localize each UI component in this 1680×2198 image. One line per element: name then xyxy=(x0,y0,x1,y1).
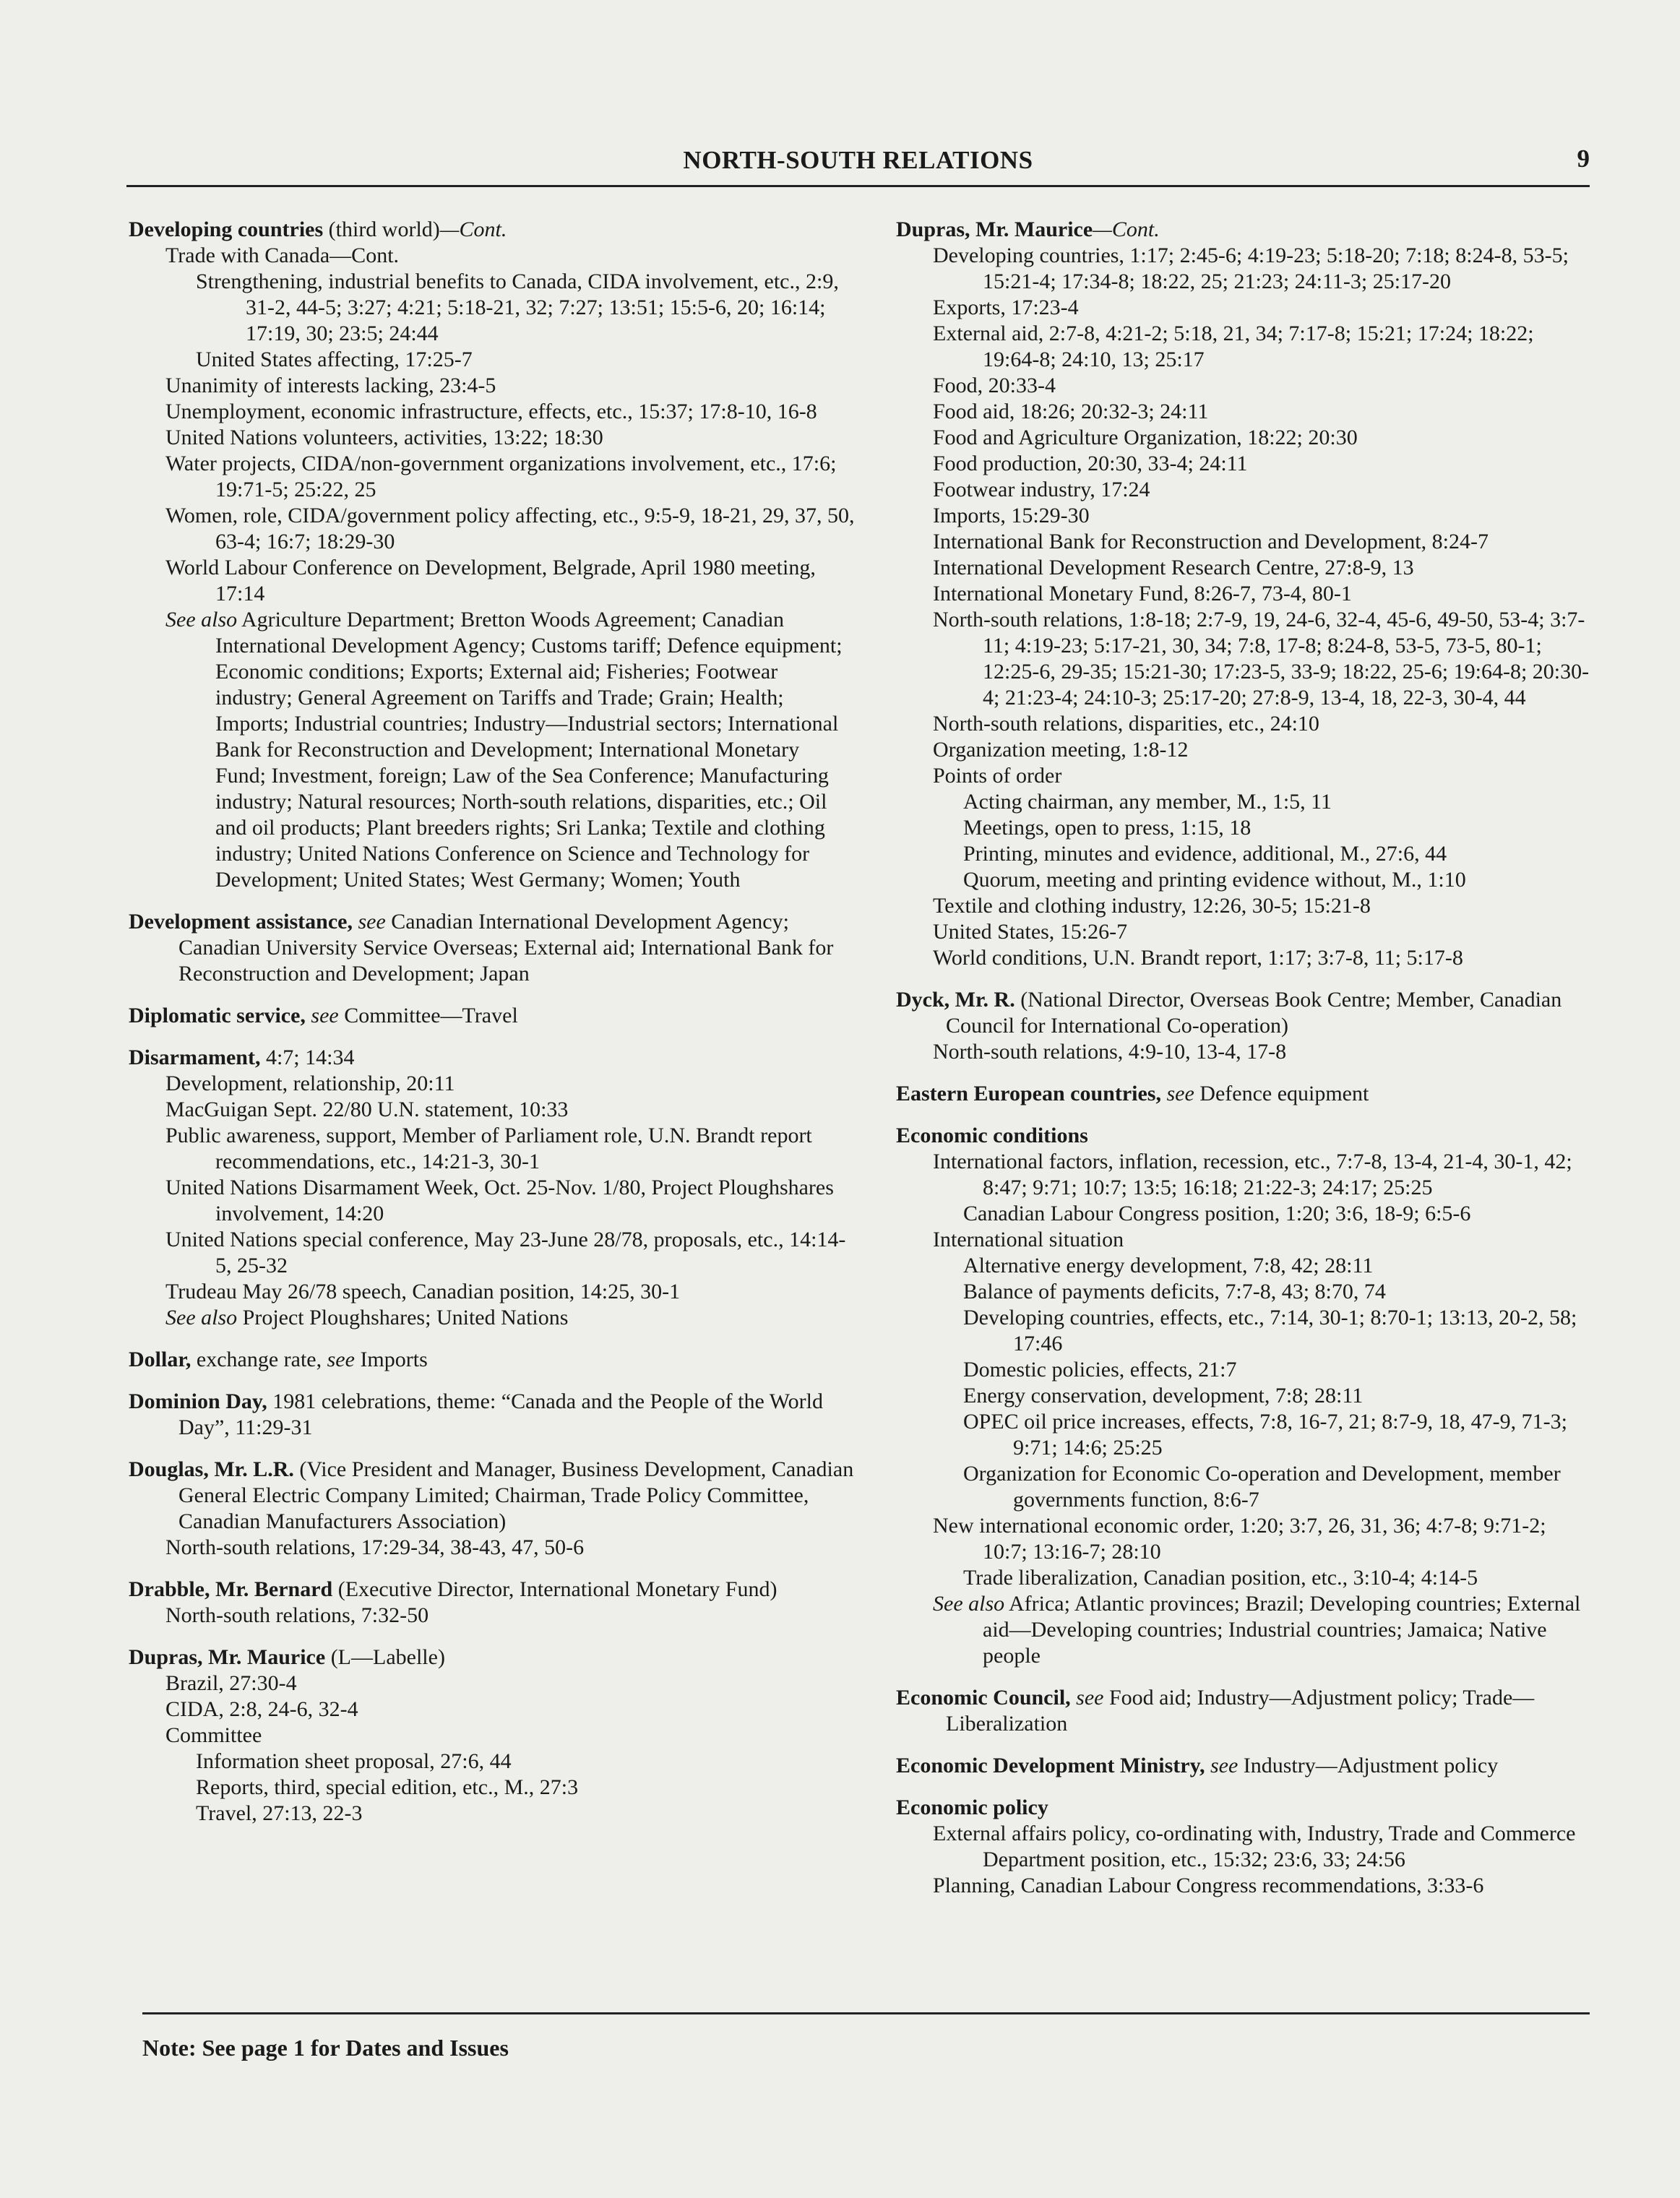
see-also-label: See also xyxy=(165,608,238,632)
sub-entry xyxy=(896,555,1590,581)
sub-sub-entry xyxy=(896,1279,1590,1305)
entry-heading: Dyck, Mr. R. xyxy=(896,988,1015,1012)
entry-heading-detail: exchange rate, xyxy=(191,1348,322,1371)
sub-entry xyxy=(896,945,1590,971)
entry-heading-detail: (Executive Director, International Monetary Fund) xyxy=(332,1577,777,1601)
entry-text: International Monetary Fund, 8:26-7, 73-4, 80-1 xyxy=(933,582,1352,605)
sub-entry xyxy=(129,1697,855,1723)
sub-entry xyxy=(896,529,1590,555)
entry-heading-line xyxy=(129,1347,855,1373)
entry-text: Exports, 17:23-4 xyxy=(933,296,1079,319)
entry-heading-line xyxy=(129,217,855,243)
entry-text: Quorum, meeting and printing evidence without, M., 1:10 xyxy=(963,868,1466,892)
sub-entry xyxy=(896,1149,1590,1201)
sub-entry xyxy=(129,425,855,451)
entry-text: Trade with Canada—Cont. xyxy=(165,243,400,267)
page-footer xyxy=(142,2012,1590,2061)
entry-text: Developing countries, effects, etc., 7:14, 30-1; 8:70-1; 13:13, 20-2, 58; 17:46 xyxy=(963,1306,1577,1356)
see-also-label: See also xyxy=(165,1306,238,1329)
index-entry xyxy=(896,1685,1590,1737)
entry-heading-line xyxy=(129,1045,855,1071)
entry-text: Project Ploughshares; United Nations xyxy=(237,1306,569,1329)
entry-text: CIDA, 2:8, 24-6, 32-4 xyxy=(165,1697,358,1721)
entry-text: North-south relations, 7:32-50 xyxy=(165,1603,429,1627)
index-entry xyxy=(896,987,1590,1065)
sub-entry xyxy=(129,1071,855,1097)
entry-text: North-south relations, 4:9-10, 13-4, 17-8 xyxy=(933,1040,1287,1064)
index-entry xyxy=(129,1645,855,1827)
entry-text: External affairs policy, co-ordinating with, Industry, Trade and Commerce Department position, etc., 15:32; 23:6, 33; 24:56 xyxy=(933,1822,1576,1871)
entry-heading: Douglas, Mr. L.R. xyxy=(129,1457,294,1481)
entry-text: Women, role, CIDA/government policy affecting, etc., 9:5-9, 18-21, 29, 37, 50, 63-4; 16:7; 18:29-30 xyxy=(165,504,855,553)
sub-entry xyxy=(896,919,1590,945)
sub-sub-entry xyxy=(129,1775,855,1801)
continued-marker: —Cont. xyxy=(1093,217,1160,241)
entry-text: North-south relations, 1:8-18; 2:7-9, 19, 24-6, 32-4, 45-6, 49-50, 53-4; 3:7-11; 4:19-23; 5:17-21, 30, 34; 7:8, 17-8; 8:24-8, 53-5, 73-5, 80-1; 12:25-6, 29-35; 15:21-30; 17:23-5, 33-9; 18:22, 25-6; 19:64-8; 20:30-4; 21:23-4; 24:10-3; 25:17-20; 27:8-9, 13-4, 18, 22-3, 30-4, 44 xyxy=(933,608,1590,710)
entry-text: Reports, third, special edition, etc., M., 27:3 xyxy=(196,1775,579,1799)
entry-heading-line xyxy=(896,1081,1590,1107)
sub-sub-entry xyxy=(129,1749,855,1775)
sub-entry xyxy=(896,321,1590,373)
sub-entry xyxy=(129,1535,855,1561)
entry-text: International Bank for Reconstruction and Development, 8:24-7 xyxy=(933,530,1489,553)
entry-heading-detail: Industry—Adjustment policy xyxy=(1238,1754,1499,1777)
sub-sub-entry xyxy=(896,867,1590,893)
sub-sub-entry xyxy=(896,1305,1590,1357)
sub-entry xyxy=(129,1123,855,1175)
sub-sub-entry xyxy=(129,1801,855,1827)
sub-entry xyxy=(896,373,1590,399)
page-title: NORTH-SOUTH RELATIONS xyxy=(683,146,1033,174)
entry-heading-detail: (third world) xyxy=(323,217,440,241)
left-column xyxy=(129,217,855,1843)
entry-heading-line xyxy=(129,1389,855,1441)
sub-sub-entry xyxy=(896,1461,1590,1513)
entry-heading-line xyxy=(896,1685,1590,1737)
sub-entry xyxy=(896,243,1590,295)
sub-entry xyxy=(896,763,1590,789)
entry-heading: Dollar, xyxy=(129,1348,191,1371)
entry-heading-detail: Food aid; Industry—Adjustment policy; Trade—Liberalization xyxy=(946,1686,1535,1736)
right-column xyxy=(896,217,1590,1915)
see-reference: see xyxy=(352,910,386,934)
entry-heading: Dominion Day, xyxy=(129,1389,267,1413)
sub-entry xyxy=(896,1591,1590,1669)
entry-text: Energy conservation, development, 7:8; 28:11 xyxy=(963,1384,1364,1408)
entry-text: Committee xyxy=(165,1723,262,1747)
see-reference: see xyxy=(1205,1754,1239,1777)
sub-entry xyxy=(129,451,855,503)
sub-entry xyxy=(896,1227,1590,1253)
entry-text: MacGuigan Sept. 22/80 U.N. statement, 10:33 xyxy=(165,1098,569,1121)
entry-text: Information sheet proposal, 27:6, 44 xyxy=(196,1749,512,1773)
sub-sub-entry xyxy=(129,347,855,373)
entry-heading-detail: Imports xyxy=(354,1348,428,1371)
index-entry xyxy=(129,217,855,893)
entry-text: Strengthening, industrial benefits to Canada, CIDA involvement, etc., 2:9, 31-2, 44-5; 3:27; 4:21; 5:18-21, 32; 7:27; 13:51; 15:5-6, 20; 16:14; 17:19, 30; 23:5; 24:44 xyxy=(196,270,839,345)
sub-entry xyxy=(129,399,855,425)
sub-entry xyxy=(129,607,855,893)
entry-text: Textile and clothing industry, 12:26, 30-5; 15:21-8 xyxy=(933,894,1371,918)
entry-heading-detail: (L—Labelle) xyxy=(325,1645,445,1669)
sub-entry xyxy=(896,451,1590,477)
entry-text: Agriculture Department; Bretton Woods Agreement; Canadian International Development Agency; Customs tariff; Defence equipment; Economic conditions; Exports; External aid; Fisheries; Footwear industry; General Agreement on Tariffs and Trade; Grain; Health; Imports; Industrial countries; Industry—Industrial sectors; International Bank for Reconstruction and Development; International Monetary Fund; Investment, foreign; Law of the Sea Conference; Manufacturing industry; Natural resources; North-south relations, disparities, etc.; Oil and oil products; Plant breeders rights; Sri Lanka; Textile and clothing industry; United Nations Conference on Science and Technology for Development; United States; West Germany; Women; Youth xyxy=(215,608,843,892)
entry-text: United Nations special conference, May 23-June 28/78, proposals, etc., 14:14-5, 25-32 xyxy=(165,1228,846,1277)
sub-entry xyxy=(129,1279,855,1305)
entry-text: Food production, 20:30, 33-4; 24:11 xyxy=(933,452,1248,475)
sub-entry xyxy=(896,295,1590,321)
sub-sub-entry xyxy=(896,841,1590,867)
entry-text: Organization meeting, 1:8-12 xyxy=(933,738,1189,762)
entry-text: Developing countries, 1:17; 2:45-6; 4:19-23; 5:18-20; 7:18; 8:24-8, 53-5; 15:21-4; 17:34-8; 18:22, 25; 21:23; 24:11-3; 25:17-20 xyxy=(933,243,1569,293)
entry-text: Development, relationship, 20:11 xyxy=(165,1072,455,1095)
see-also-label: See also xyxy=(933,1592,1005,1616)
sub-entry xyxy=(896,1039,1590,1065)
entry-heading: Disarmament, xyxy=(129,1046,261,1069)
sub-entry xyxy=(129,555,855,607)
sub-sub-entry xyxy=(896,815,1590,841)
sub-entry xyxy=(129,243,855,269)
index-entry xyxy=(129,1389,855,1441)
sub-entry xyxy=(129,1097,855,1123)
see-reference: see xyxy=(305,1004,339,1027)
entry-text: International Development Research Centre, 27:8-9, 13 xyxy=(933,556,1414,579)
sub-sub-entry xyxy=(896,1253,1590,1279)
sub-sub-entry xyxy=(129,269,855,347)
sub-entry xyxy=(896,607,1590,711)
sub-entry xyxy=(896,737,1590,763)
entry-heading-detail: Defence equipment xyxy=(1194,1082,1369,1106)
see-reference: see xyxy=(322,1348,355,1371)
sub-entry xyxy=(129,1723,855,1749)
sub-entry xyxy=(896,1873,1590,1899)
index-entry xyxy=(896,1081,1590,1107)
entry-heading-detail: (National Director, Overseas Book Centre; Member, Canadian Council for International Co-operation) xyxy=(946,988,1562,1038)
sub-entry xyxy=(129,1227,855,1279)
entry-heading-line xyxy=(896,1753,1590,1779)
entry-heading-line xyxy=(896,217,1590,243)
entry-heading-line xyxy=(129,1457,855,1535)
entry-heading: Drabble, Mr. Bernard xyxy=(129,1577,333,1601)
entry-heading-line xyxy=(129,909,855,987)
entry-heading-line xyxy=(896,1795,1590,1821)
sub-entry xyxy=(896,1821,1590,1873)
entry-heading: Diplomatic service, xyxy=(129,1004,306,1027)
entry-text: Organization for Economic Co-operation and Development, member governments function, 8:6-7 xyxy=(963,1462,1561,1512)
index-entry xyxy=(129,1577,855,1629)
sub-entry xyxy=(896,477,1590,503)
index-entry xyxy=(896,1795,1590,1899)
entry-heading: Dupras, Mr. Maurice xyxy=(129,1645,326,1669)
sub-entry xyxy=(896,503,1590,529)
entry-text: Brazil, 27:30-4 xyxy=(165,1671,297,1695)
entry-text: Public awareness, support, Member of Parliament role, U.N. Brandt report recommendations, etc., 14:21-3, 30-1 xyxy=(165,1124,812,1173)
sub-sub-entry xyxy=(896,1357,1590,1383)
entry-text: Food and Agriculture Organization, 18:22; 20:30 xyxy=(933,426,1358,449)
entry-heading: Eastern European countries, xyxy=(896,1082,1161,1106)
entry-heading-line xyxy=(896,1123,1590,1149)
entry-heading-line xyxy=(129,1577,855,1603)
page-number: 9 xyxy=(1577,145,1590,173)
entry-text: Domestic policies, effects, 21:7 xyxy=(963,1358,1237,1382)
entry-text: North-south relations, disparities, etc., 24:10 xyxy=(933,712,1319,736)
sub-entry xyxy=(896,711,1590,737)
index-entry xyxy=(129,909,855,987)
index-entry xyxy=(896,1123,1590,1669)
entry-text: World conditions, U.N. Brandt report, 1:17; 3:7-8, 11; 5:17-8 xyxy=(933,946,1463,970)
entry-text: Africa; Atlantic provinces; Brazil; Developing countries; External aid—Developing countries; Industrial countries; Jamaica; Native people xyxy=(983,1592,1581,1668)
entry-text: Water projects, CIDA/non-government organizations involvement, etc., 17:6; 19:71-5; 25:22, 25 xyxy=(165,452,837,501)
entry-text: Footwear industry, 17:24 xyxy=(933,478,1150,501)
entry-text: Trudeau May 26/78 speech, Canadian position, 14:25, 30-1 xyxy=(165,1280,681,1303)
entry-text: Unemployment, economic infrastructure, effects, etc., 15:37; 17:8-10, 16-8 xyxy=(165,400,817,423)
entry-text: United Nations Disarmament Week, Oct. 25-Nov. 1/80, Project Ploughshares involvement, 14:20 xyxy=(165,1176,834,1225)
sub-entry xyxy=(129,1671,855,1697)
entry-heading-detail: 4:7; 14:34 xyxy=(260,1046,355,1069)
entry-heading: Economic conditions xyxy=(896,1124,1088,1147)
sub-sub-entry xyxy=(896,789,1590,815)
entry-text: OPEC oil price increases, effects, 7:8, 16-7, 21; 8:7-9, 18, 47-9, 71-3; 9:71; 14:6; 25:25 xyxy=(963,1410,1567,1460)
entry-heading-line xyxy=(896,987,1590,1039)
sub-entry xyxy=(129,373,855,399)
entry-text: Planning, Canadian Labour Congress recommendations, 3:33-6 xyxy=(933,1874,1484,1897)
entry-text: International situation xyxy=(933,1228,1124,1251)
entry-heading: Economic policy xyxy=(896,1796,1048,1819)
entry-text: Acting chairman, any member, M., 1:5, 11 xyxy=(963,790,1332,814)
entry-heading: Developing countries xyxy=(129,217,324,241)
entry-text: World Labour Conference on Development, Belgrade, April 1980 meeting, 17:14 xyxy=(165,556,816,605)
entry-text: New international economic order, 1:20; 3:7, 26, 31, 36; 4:7-8; 9:71-2; 10:7; 13:16-7; 28:10 xyxy=(933,1514,1546,1564)
sub-entry xyxy=(896,1513,1590,1565)
entry-text: External aid, 2:7-8, 4:21-2; 5:18, 21, 34; 7:17-8; 15:21; 17:24; 18:22; 19:64-8; 24:10, 13; 25:17 xyxy=(933,322,1534,371)
sub-entry xyxy=(129,1305,855,1331)
entry-text: United States affecting, 17:25-7 xyxy=(196,348,473,371)
entry-heading: Economic Council, xyxy=(896,1686,1071,1710)
entry-heading-line xyxy=(129,1003,855,1029)
entry-text: Balance of payments deficits, 7:7-8, 43; 8:70, 74 xyxy=(963,1280,1386,1303)
entry-text: United States, 15:26-7 xyxy=(933,920,1128,944)
index-entry xyxy=(129,1347,855,1373)
entry-heading-detail: Committee—Travel xyxy=(338,1004,518,1027)
entry-heading-line xyxy=(129,1645,855,1671)
continued-marker: —Cont. xyxy=(439,217,507,241)
see-reference: see xyxy=(1070,1686,1104,1710)
entry-text: Trade liberalization, Canadian position, etc., 3:10-4; 4:14-5 xyxy=(963,1566,1478,1590)
entry-text: International factors, inflation, recession, etc., 7:7-8, 13-4, 21-4, 30-1, 42; 8:47; 9:71; 10:7; 13:5; 16:18; 21:22-3; 24:17; 25:25 xyxy=(933,1150,1572,1199)
entry-text: Imports, 15:29-30 xyxy=(933,504,1090,527)
see-reference: see xyxy=(1160,1082,1194,1106)
entry-text: Canadian Labour Congress position, 1:20; 3:6, 18-9; 6:5-6 xyxy=(963,1202,1471,1225)
sub-sub-entry xyxy=(896,1201,1590,1227)
entry-text: Printing, minutes and evidence, additional, M., 27:6, 44 xyxy=(963,842,1447,866)
entry-text: Meetings, open to press, 1:15, 18 xyxy=(963,816,1252,840)
sub-sub-entry xyxy=(896,1409,1590,1461)
page-header xyxy=(126,145,1590,187)
sub-entry xyxy=(896,893,1590,919)
entry-text: United Nations volunteers, activities, 13:22; 18:30 xyxy=(165,426,603,449)
sub-entry xyxy=(129,1175,855,1227)
sub-entry xyxy=(896,425,1590,451)
entry-heading-detail: (Vice President and Manager, Business Development, Canadian General Electric Company Limited; Chairman, Trade Policy Committee, Canadian Manufacturers Association) xyxy=(178,1457,854,1533)
entry-text: Travel, 27:13, 22-3 xyxy=(196,1801,363,1825)
sub-entry xyxy=(896,581,1590,607)
entry-heading-detail: Canadian International Development Agency; Canadian University Service Overseas; External aid; International Bank for Reconstruction and Development; Japan xyxy=(178,910,834,986)
sub-entry xyxy=(896,399,1590,425)
entry-text: Food, 20:33-4 xyxy=(933,374,1056,397)
entry-text: Food aid, 18:26; 20:32-3; 24:11 xyxy=(933,400,1209,423)
index-entry xyxy=(129,1457,855,1561)
index-entry xyxy=(129,1045,855,1331)
entry-text: North-south relations, 17:29-34, 38-43, 47, 50-6 xyxy=(165,1535,585,1559)
sub-sub-entry xyxy=(896,1383,1590,1409)
index-entry xyxy=(896,1753,1590,1779)
entry-heading-detail: 1981 celebrations, theme: “Canada and the People of the World Day”, 11:29-31 xyxy=(178,1389,824,1439)
sub-entry xyxy=(129,1603,855,1629)
entry-heading: Development assistance, xyxy=(129,910,353,934)
index-entry xyxy=(129,1003,855,1029)
entry-text: Alternative energy development, 7:8, 42; 28:11 xyxy=(963,1254,1374,1277)
footer-note: Note: See page 1 for Dates and Issues xyxy=(142,2035,509,2061)
sub-sub-entry xyxy=(896,1565,1590,1591)
index-entry xyxy=(896,217,1590,971)
sub-entry xyxy=(129,503,855,555)
entry-heading: Dupras, Mr. Maurice xyxy=(896,217,1093,241)
entry-text: Points of order xyxy=(933,764,1062,788)
entry-heading: Economic Development Ministry, xyxy=(896,1754,1205,1777)
entry-text: Unanimity of interests lacking, 23:4-5 xyxy=(165,374,496,397)
